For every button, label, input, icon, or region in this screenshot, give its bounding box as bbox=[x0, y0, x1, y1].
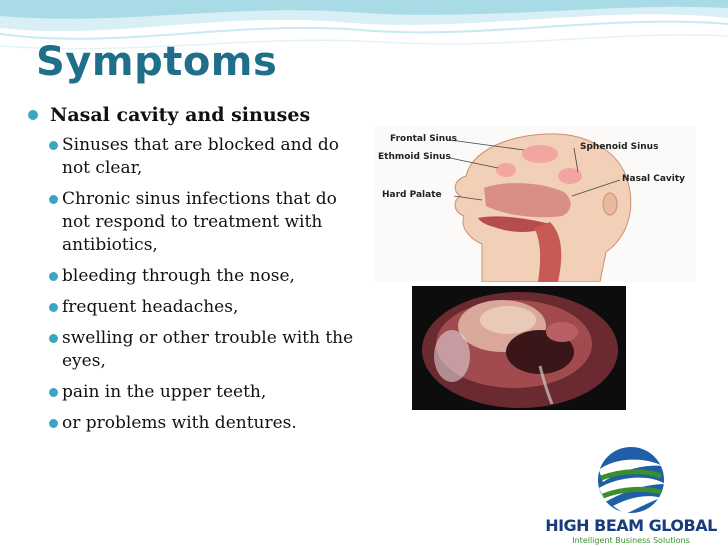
hard-palate-label: Hard Palate bbox=[382, 190, 442, 200]
sphenoid-sinus-label: Sphenoid Sinus bbox=[580, 142, 659, 152]
nasal-cavity-label: Nasal Cavity bbox=[622, 174, 686, 184]
list-item bbox=[22, 188, 362, 257]
logo-tagline: Intelligent Business Solutions bbox=[572, 536, 690, 545]
list-item-text: or problems with dentures. bbox=[62, 413, 297, 433]
list-item-text: Chronic sinus infections that do not respond to treatment with antibiotics, bbox=[62, 189, 337, 255]
slide-title: Symptoms bbox=[36, 39, 278, 85]
endoscopy-photo-illustration bbox=[412, 286, 626, 410]
bullet-content bbox=[22, 102, 362, 443]
list-item bbox=[22, 412, 362, 435]
sinus-anatomy-diagram bbox=[374, 126, 696, 282]
bullet-dot-icon bbox=[49, 141, 58, 150]
bullet-heading bbox=[22, 102, 362, 128]
symptom-list bbox=[22, 134, 362, 435]
list-item-text: swelling or other trouble with the eyes, bbox=[62, 328, 354, 371]
list-item-text: bleeding through the nose, bbox=[62, 266, 295, 286]
bullet-heading-text: Nasal cavity and sinuses bbox=[50, 104, 311, 126]
list-item bbox=[22, 134, 362, 180]
bullet-dot-icon bbox=[49, 334, 58, 343]
bullet-dot-icon bbox=[49, 419, 58, 428]
list-item bbox=[22, 296, 362, 319]
company-logo bbox=[533, 440, 728, 546]
frontal-sinus-label: Frontal Sinus bbox=[390, 134, 457, 144]
bullet-dot-icon bbox=[49, 195, 58, 204]
bullet-dot-icon bbox=[49, 272, 58, 281]
endoscopic-image bbox=[412, 286, 626, 410]
list-item-text: frequent headaches, bbox=[62, 297, 239, 317]
list-item-text: Sinuses that are blocked and do not clear, bbox=[62, 135, 339, 178]
bullet-dot-icon bbox=[49, 388, 58, 397]
list-item bbox=[22, 265, 362, 288]
list-item bbox=[22, 327, 362, 373]
list-item bbox=[22, 381, 362, 404]
list-item-text: pain in the upper teeth, bbox=[62, 382, 267, 402]
bullet-dot-icon bbox=[28, 110, 38, 120]
logo-name: HIGH BEAM GLOBAL bbox=[545, 516, 717, 535]
bullet-dot-icon bbox=[49, 303, 58, 312]
ethmoid-sinus-label: Ethmoid Sinus bbox=[378, 152, 451, 162]
